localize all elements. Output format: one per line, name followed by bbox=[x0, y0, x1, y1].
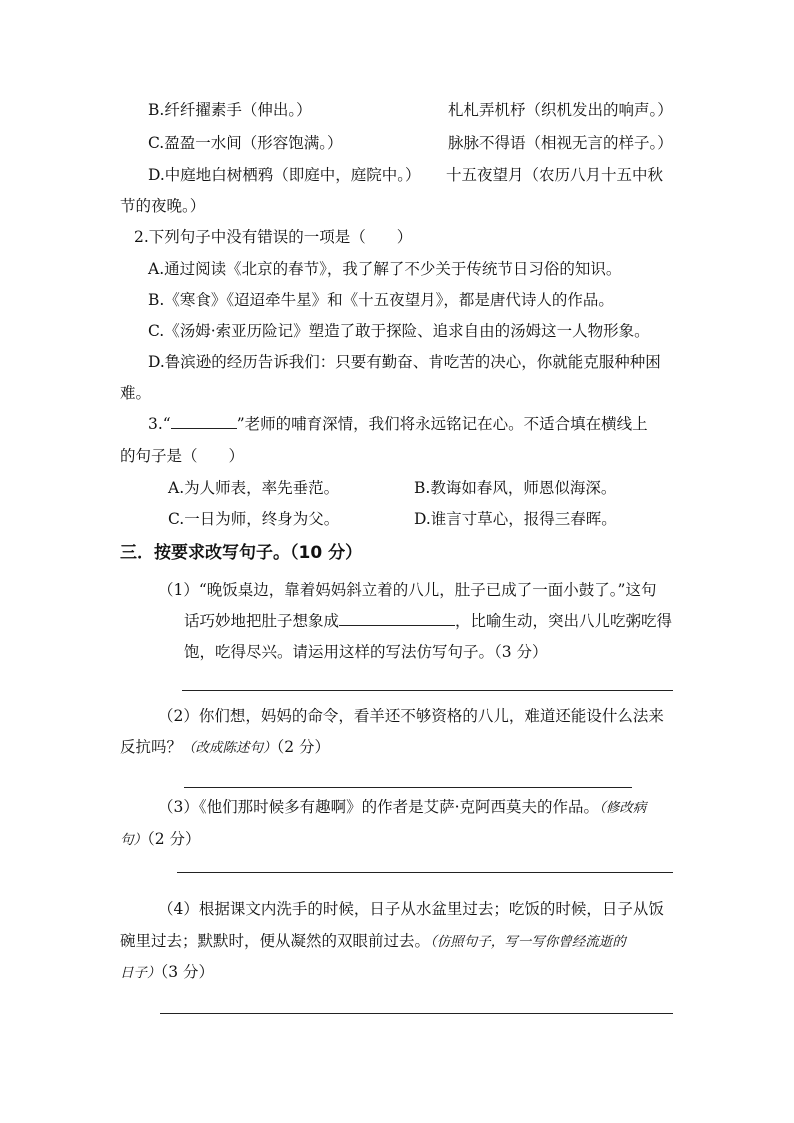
s2-line-2 bbox=[120, 737, 330, 758]
q2-option-c: C.《汤姆·索亚历险记》塑造了敢于探险、追求自由的汤姆这一人物形象。 bbox=[148, 322, 650, 340]
s4-score: （3 分） bbox=[160, 963, 215, 981]
s1-line-2-text-b: ，比喻生动，突出八儿吃粥吃得 bbox=[455, 612, 673, 630]
s3-line-1 bbox=[158, 797, 646, 818]
s4-line-2 bbox=[120, 931, 626, 952]
s1-line-1: （1）“晚饭桌边，靠着妈妈斜立着的八儿，肚子已成了一面小鼓了。”这句 bbox=[158, 581, 657, 599]
q3-stem-open: 3.“ bbox=[148, 415, 171, 433]
s3-instruction-note: （修改病 bbox=[599, 800, 647, 816]
q2-stem: 2.下列句子中没有错误的一项是（ ） bbox=[134, 228, 413, 246]
section-3-heading: 三．按要求改写句子。（10 分） bbox=[120, 543, 363, 563]
q1-option-c-right: 脉脉不得语（相视无言的样子。） bbox=[448, 134, 673, 152]
s3-instruction-note-cont: 句） bbox=[120, 832, 147, 848]
s1-line-3: 饱，吃得尽兴。请运用这样的写法仿写句子。（3 分） bbox=[184, 643, 548, 661]
q3-option-b: B.教诲如春风，师恩似海深。 bbox=[414, 479, 617, 497]
q3-option-a: A.为人师表，率先垂范。 bbox=[168, 479, 340, 497]
s4-answer-line[interactable] bbox=[160, 1013, 673, 1014]
q1-option-d-left: D.中庭地白树栖鸦（即庭中，庭院中。） bbox=[148, 166, 421, 184]
q2-option-b: B.《寒食》《迢迢牵牛星》和《十五夜望月》，都是唐代诗人的作品。 bbox=[148, 291, 614, 309]
q1-option-d-continuation: 节的夜晚。） bbox=[120, 197, 206, 215]
q2-option-a: A.通过阅读《北京的春节》，我了解了不少关于传统节日习俗的知识。 bbox=[148, 260, 622, 278]
s1-line-2-text-a: 话巧妙地把肚子想象成 bbox=[184, 612, 340, 630]
q3-stem bbox=[148, 414, 648, 434]
q2-option-d: D.鲁滨逊的经历告诉我们：只要有勤奋、肯吃苦的决心，你就能克服种种困 bbox=[148, 353, 661, 371]
q2-option-d-continuation: 难。 bbox=[120, 384, 152, 402]
s3-line-2 bbox=[120, 829, 201, 850]
q3-stem-continuation: 的句子是（ ） bbox=[120, 447, 245, 465]
s3-answer-line[interactable] bbox=[177, 872, 673, 873]
q3-option-c: C.一日为师，终身为父。 bbox=[168, 510, 340, 528]
s3-score: （2 分） bbox=[147, 830, 201, 848]
s1-answer-line[interactable] bbox=[182, 690, 673, 691]
s4-line-1: （4）根据课文内洗手的时候，日子从水盆里过去；吃饭的时候，日子从饭 bbox=[158, 900, 664, 918]
q1-option-c-left: C.盈盈一水间（形容饱满。） bbox=[148, 134, 343, 152]
q3-option-d: D.谁言寸草心，报得三春晖。 bbox=[414, 510, 617, 528]
s3-line-1-text: （3）《他们那时候多有趣啊》的作者是艾萨·克阿西莫夫的作品。 bbox=[158, 798, 600, 816]
q1-option-d-right: 十五夜望月（农历八月十五中秋 bbox=[446, 166, 664, 184]
s4-instruction-note: （仿照句子，写一写你曾经流逝的 bbox=[430, 934, 626, 950]
s2-answer-line[interactable] bbox=[184, 787, 632, 788]
s2-line-1: （2）你们想，妈妈的命令，看羊还不够资格的八儿，难道还能设什么法来 bbox=[158, 707, 664, 725]
q3-stem-rest: ”老师的哺育深情，我们将永远铭记在心。不适合填在横线上 bbox=[236, 415, 648, 433]
s2-score: （2 分） bbox=[276, 738, 331, 756]
s4-line-2-text: 碗里过去；默默时，便从凝然的双眼前过去。 bbox=[120, 932, 431, 950]
s4-line-3 bbox=[120, 962, 214, 983]
q1-option-b-left: B.纤纤擢素手（伸出。） bbox=[148, 101, 312, 119]
s4-instruction-note-cont: 日子） bbox=[120, 965, 161, 981]
s1-inline-blank[interactable] bbox=[339, 611, 455, 626]
q3-answer-blank[interactable] bbox=[171, 414, 237, 429]
s2-instruction-note: （改成陈述句） bbox=[182, 740, 277, 756]
s1-line-2 bbox=[184, 611, 672, 631]
s2-line-2-text: 反抗吗？ bbox=[120, 738, 183, 756]
q1-option-b-right: 札札弄机杼（织机发出的响声。） bbox=[448, 101, 673, 119]
